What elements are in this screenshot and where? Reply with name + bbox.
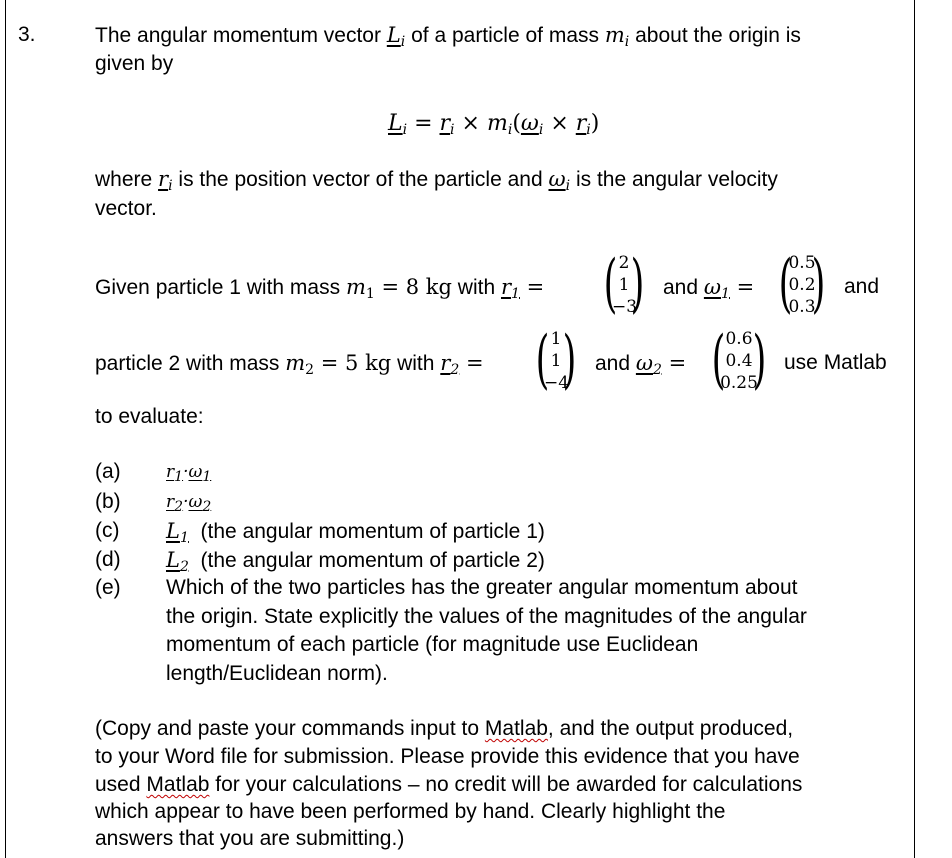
- particle-2-text: particle 2 with mass $m_2 = 5$ kg with $r_2$ =: [95, 351, 484, 378]
- part-e-line-1: Which of the two particles has the greater angular momentum about: [166, 576, 798, 599]
- omega2-vector: ( ) 0.6 0.4 0.25: [711, 323, 767, 397]
- r2-vector: ( ) 1 1 −4: [535, 323, 577, 397]
- particle-2-suffix: use Matlab: [784, 351, 887, 374]
- part-e-line-4: length/Euclidean norm).: [166, 662, 388, 685]
- evaluate-text: to evaluate:: [95, 405, 204, 428]
- symbol-L-i: $L_i$: [386, 23, 406, 50]
- part-e-line-3: momentum of each particle (for magnitude use Euclidean: [166, 633, 699, 656]
- omega1-vector: ( ) 0.5 0.2 0.3: [778, 247, 826, 321]
- part-a-expression: $r_1\cdot\omega_1$: [166, 462, 212, 485]
- symbol-m-i: $m_i$: [604, 23, 630, 50]
- particle-1-text: Given particle 1 with mass $m_1 = 8$ kg with $r_1$ =: [95, 275, 545, 302]
- note-line-1: (Copy and paste your commands input to Matlab, and the output produced,: [95, 717, 794, 740]
- part-e-label: (e): [95, 576, 121, 599]
- particle-1-suffix: and: [844, 275, 880, 298]
- r1-vector: ( ) 2 1 −3: [603, 247, 645, 321]
- intro-line-2: given by: [95, 52, 174, 75]
- particle-1-and: and $\omega_1$ =: [663, 275, 755, 302]
- note-line-4: which appear to have been performed by hand. Clearly highlight the: [95, 800, 726, 823]
- part-b-expression: $r_2\cdot\omega_2$: [166, 492, 212, 515]
- page-border-right: [914, 0, 915, 858]
- matlab-word-2: Matlab: [146, 773, 210, 796]
- part-d-label: (d): [95, 548, 121, 571]
- matlab-word-1: Matlab: [484, 717, 548, 740]
- intro-line-1: The angular momentum vector $L_i$ of a particle of mass $m_i$ about the origin is: [95, 23, 801, 50]
- angular-momentum-equation: $L_i = r_i \times m_i(\omega_i \times r_i)$: [388, 111, 600, 138]
- note-line-5: answers that you are submitting.): [95, 827, 405, 850]
- page-border-left: [5, 0, 6, 858]
- note-line-2: to your Word file for submission. Please provide this evidence that you have: [95, 745, 800, 768]
- part-b-label: (b): [95, 490, 121, 513]
- part-c-text: $L_1$ (the angular momentum of particle 1): [166, 519, 545, 546]
- where-line-2: vector.: [95, 197, 157, 220]
- part-a-label: (a): [95, 460, 121, 483]
- part-e-line-2: the origin. State explicitly the values of the magnitudes of the angular: [166, 605, 807, 628]
- part-c-label: (c): [95, 519, 120, 542]
- where-line-1: where $r_i$ is the position vector of the particle and $\omega_i$ is the angular velocity: [95, 167, 778, 194]
- question-number: 3.: [18, 23, 36, 46]
- particle-2-and: and $\omega_2$ =: [595, 351, 687, 378]
- part-d-text: $L_2$ (the angular momentum of particle 2): [166, 548, 545, 575]
- note-line-3: used Matlab for your calculations – no credit will be awarded for calculations: [95, 773, 803, 796]
